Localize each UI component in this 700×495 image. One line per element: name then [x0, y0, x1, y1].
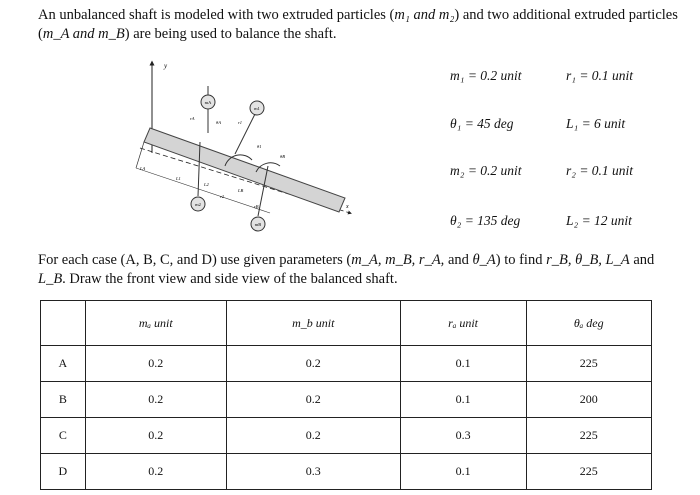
- label-theta-b: θB: [280, 154, 285, 159]
- cases-table: [40, 300, 652, 490]
- param-m2: m₂ = 0.2 unit: [450, 163, 522, 178]
- task-prompt: [38, 251, 678, 289]
- label-L2: L2: [204, 182, 209, 187]
- label-r2: r2: [220, 194, 225, 199]
- label-rA: rA: [190, 116, 195, 121]
- param-row: [450, 116, 670, 136]
- prompt-and-2: and: [629, 252, 655, 268]
- table-row: [41, 346, 652, 382]
- param-L2: L₂ = 12 unit: [566, 213, 632, 228]
- table-cell: 225: [526, 418, 651, 454]
- table-cell: 0.3: [400, 418, 526, 454]
- table-cell: 0.2: [226, 346, 400, 382]
- prompt-LB: L_B: [38, 271, 63, 287]
- label-theta-a: θA: [216, 120, 221, 125]
- table-cell: 0.3: [226, 454, 400, 490]
- param-row: [450, 68, 670, 88]
- table-cell: 0.1: [400, 346, 526, 382]
- x-axis-label: x: [346, 204, 349, 210]
- table-cell: 0.2: [85, 382, 226, 418]
- table-cell: 0.1: [400, 454, 526, 490]
- table-cell: 0.2: [85, 346, 226, 382]
- prompt-find: r_B, θ_B, L_A: [546, 252, 630, 268]
- table-row: [41, 382, 652, 418]
- label-LA: LA: [140, 166, 146, 171]
- table-cell: A: [41, 346, 86, 382]
- label-L1: L1: [176, 176, 181, 181]
- label-r1: r1: [238, 120, 243, 125]
- prompt-text-2: ) to find: [495, 252, 547, 268]
- table-cell: 0.2: [226, 418, 400, 454]
- table-cell: D: [41, 454, 86, 490]
- param-L1: L₁ = 6 unit: [566, 116, 626, 131]
- param-row: [450, 213, 670, 233]
- table-cell: B: [41, 382, 86, 418]
- param-theta1: θ₁ = 45 deg: [450, 116, 514, 131]
- label-m1: m1: [254, 106, 260, 111]
- table-cell: 0.2: [85, 454, 226, 490]
- header-ra: rₐ unit: [400, 301, 526, 346]
- rod-m1: [235, 110, 257, 154]
- table-cell: 225: [526, 454, 651, 490]
- prompt-thetaA: θ_A: [472, 252, 496, 268]
- param-r2: r₂ = 0.1 unit: [566, 163, 634, 178]
- label-theta-1: θ1: [257, 144, 262, 149]
- param-row: [450, 163, 670, 183]
- intro-text-3: ) are being used to balance the shaft.: [124, 26, 337, 42]
- param-r1: r₁ = 0.1 unit: [566, 68, 634, 83]
- intro-text-2: ) and two additional extruded particles (: [38, 7, 678, 42]
- header-mb: m_b unit: [226, 301, 400, 346]
- label-mA: mA: [204, 100, 212, 105]
- table-cell: 0.2: [226, 382, 400, 418]
- table-cell: 200: [526, 382, 651, 418]
- param-theta2: θ₂ = 135 deg: [450, 213, 521, 228]
- label-mB: mB: [254, 222, 262, 227]
- shaft: [144, 128, 345, 212]
- table-cell: 0.2: [85, 418, 226, 454]
- prompt-and: and: [444, 252, 473, 268]
- table-row: [41, 418, 652, 454]
- table-row: [41, 454, 652, 490]
- label-LB: LB: [238, 188, 244, 193]
- problem-statement: [38, 6, 678, 44]
- intro-m1-m2: m₁ and m₂: [394, 7, 455, 23]
- table-cell: 225: [526, 346, 651, 382]
- header-theta-a: θₐ deg: [526, 301, 651, 346]
- table-cell: C: [41, 418, 86, 454]
- intro-mA-mB: m_A and m_B: [42, 26, 125, 42]
- header-ma: mₐ unit: [85, 301, 226, 346]
- prompt-given: m_A, m_B, r_A,: [351, 252, 445, 268]
- header-case: [41, 301, 86, 346]
- y-axis-label: y: [164, 62, 168, 70]
- intro-text-1: An unbalanced shaft is modeled with two extruded particles (: [38, 7, 395, 23]
- prompt-text-1: For each case (A, B, C, and D) use given parameters (: [38, 252, 352, 268]
- label-m2: m2: [195, 202, 201, 207]
- param-m1: m₁ = 0.2 unit: [450, 68, 522, 83]
- shaft-figure: [120, 58, 370, 243]
- table-cell: 0.1: [400, 382, 526, 418]
- label-rB: rB: [254, 204, 259, 209]
- table-header-row: [41, 301, 652, 346]
- prompt-text-3: . Draw the front view and side view of the balanced shaft.: [62, 271, 398, 287]
